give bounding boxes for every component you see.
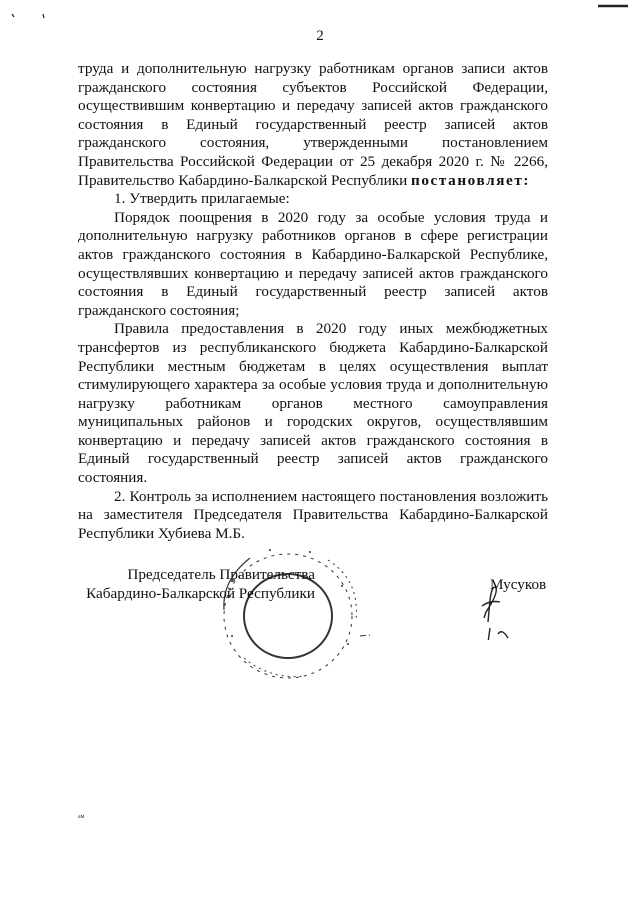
signatory-title — [80, 566, 315, 603]
resolution-verb: постановляет: — [411, 171, 531, 189]
signatory-name: Мусуков — [490, 576, 547, 593]
item-1b-paragraph: Правила предоставления в 2020 году иных межбюджетных трансфертов из республиканского бюджета Кабардино-Балкарской Республики местным бюджетам в целях осуществления выплат стимулирующего характера за особые условия труда и дополнительную нагрузку работникам органов местного самоуправления муниципальных районов и городских округов, осуществлявшим конвертацию и передачу записей актов гражданского состояния в Единый государственный реестр записей актов гражданского состояния. — [78, 320, 548, 487]
scan-corner-marks — [0, 0, 640, 30]
signatory-title-line-2: Кабардино-Балкарской Республики — [86, 584, 315, 602]
item-1a-paragraph: Порядок поощрения в 2020 году за особые условия труда и дополнительную нагрузку работников органов в сфере регистрации актов гражданского состояния в Кабардино-Балкарской Республике, осуществлявших конвертацию и передачу записей актов гражданского состояния в Единый государственный реестр записей актов гражданского состояния; — [78, 208, 548, 319]
paragraph-intro — [78, 60, 548, 190]
item-1-heading: 1. Утвердить прилагаемые: — [114, 190, 290, 208]
handwritten-signature — [460, 560, 530, 640]
page-number: 2 — [316, 28, 324, 44]
signatory-title-line-1: Председатель Правительства — [127, 566, 315, 583]
item-2-paragraph: 2. Контроль за исполнением настоящего постановления возложить на заместителя Председателя Правительства Кабардино-Балкарской Республики Хубиева М.Б. — [78, 487, 548, 542]
official-seal-stamp — [210, 540, 370, 680]
footer-mark: ам — [78, 814, 85, 820]
document-body — [78, 60, 548, 543]
paragraph-intro-text: труда и дополнительную нагрузку работникам органов записи актов гражданского состояния субъектов Российской Федерации, осуществившим конвертацию и передачу записей актов гражданского состояния в Единый государственный реестр записей актов гражданского состояния, утвержденными постановлением Правительства Российской Федерации от 25 декабря 2020 г. № 2266, Правительство Кабардино-Балкарской Республики — [78, 60, 548, 189]
signature-block — [0, 540, 640, 680]
